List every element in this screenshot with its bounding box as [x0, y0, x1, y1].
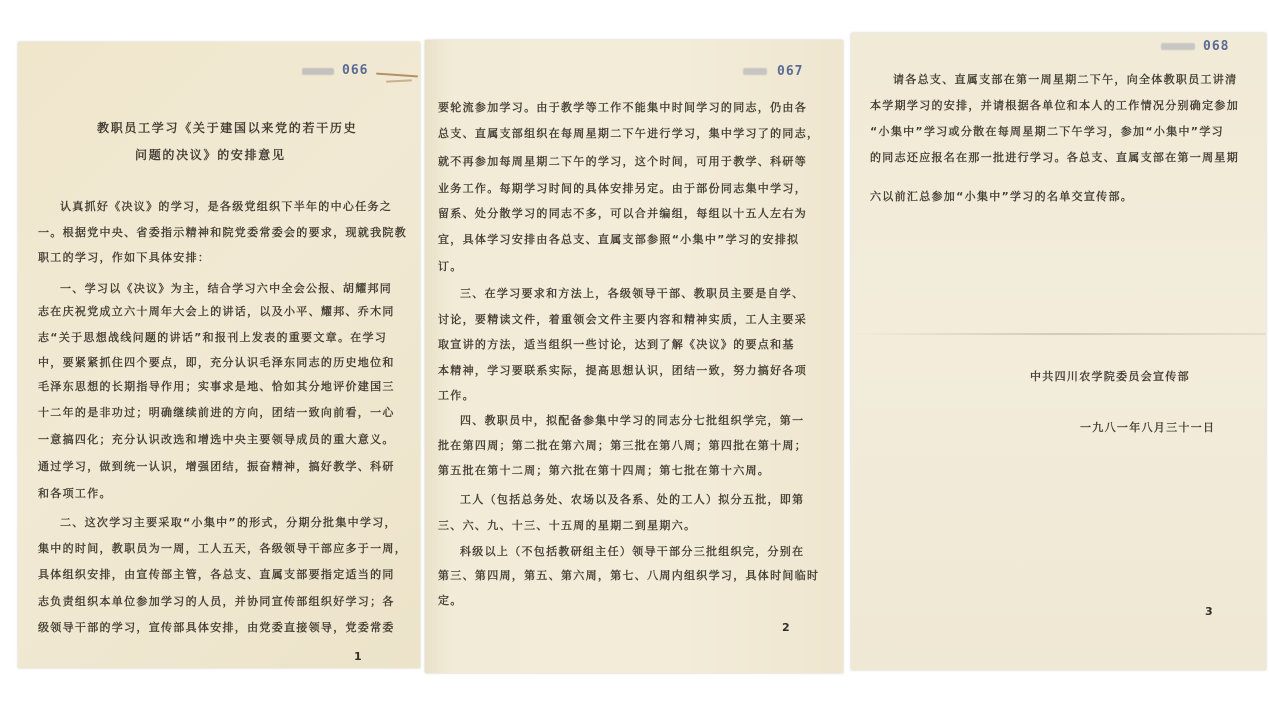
text-line: 通过学习，做到统一认识，增强团结，振奋精神，搞好教学、科研 — [38, 460, 395, 473]
document-title-line: 教职员工学习《关于建国以来党的若干历史 — [97, 121, 358, 135]
text-line: 志在庆祝党成立六十周年大会上的讲话，以及小平、耀邦、乔木同 — [38, 305, 395, 318]
text-line: 三、在学习要求和方法上，各级领导干部、教职员主要是自学、 — [460, 287, 805, 300]
text-line: 讨论，要精读文件，着重领会文件主要内容和精神实质，工人主要采 — [438, 313, 807, 326]
paper-fold-line — [851, 333, 1266, 335]
text-line: 工人（包括总务处、农场以及各系、处的工人）拟分五批，即第 — [460, 493, 805, 506]
pen-mark — [386, 79, 412, 82]
text-line: 留系、处分散学习的同志不多，可以合并编组，每组以十五人左右为 — [438, 207, 807, 220]
text-line: 业务工作。每期学习时间的具体安排另定。由于部份同志集中学习， — [438, 182, 807, 195]
page-number: 1 — [354, 650, 362, 663]
page-number: 3 — [1205, 605, 1213, 618]
text-line: 本精神，学习要联系实际，提高思想认识，团结一致，努力搞好各项 — [438, 364, 807, 377]
document-title-line: 问题的决议》的安排意见 — [135, 148, 286, 162]
text-line: 要轮流参加学习。由于教学等工作不能集中时间学习的同志，仍由各 — [438, 101, 807, 114]
text-line: 毛泽东思想的长期指导作用；实事求是地、恰如其分地评价建国三 — [38, 380, 395, 393]
stamp-faded-prefix — [743, 68, 767, 75]
pen-mark — [376, 73, 418, 78]
text-line: 的同志还应报名在那一批进行学习。各总支、直属支部在第一周星期 — [870, 151, 1239, 164]
text-line: 工作。 — [438, 389, 475, 402]
text-line: 志负责组织本单位参加学习的人员，并协同宣传部组织好学习；各 — [38, 595, 395, 608]
archive-stamp-number: 067 — [777, 64, 804, 79]
text-line: “小集中”学习或分散在每周星期二下午学习，参加“小集中”学习 — [870, 125, 1224, 138]
text-line: 一、学习以《决议》为主，结合学习六中全会公报、胡耀邦同 — [60, 282, 393, 295]
stamp-faded-prefix — [302, 68, 334, 75]
text-line: 取宣讲的方法，适当组织一些讨论，达到了解《决议》的要点和基 — [438, 338, 795, 351]
text-line: 一意搞四化；充分认识改选和增选中央主要领导成员的重大意义。 — [38, 433, 395, 446]
text-line: 认真抓好《决议》的学习，是各级党组织下半年的中心任务之 — [60, 200, 393, 213]
text-line: 总支、直属支部组织在每周星期二下午进行学习，集中学习了的同志， — [438, 127, 820, 140]
text-line: 科级以上（不包括教研组主任）领导干部分三批组织完，分别在 — [460, 545, 805, 558]
document-page-2 — [425, 40, 843, 673]
issue-date: 一九八一年八月三十一日 — [1080, 421, 1216, 434]
text-line: 和各项工作。 — [38, 487, 112, 500]
text-line: 职工的学习，作如下具体安排： — [38, 251, 211, 264]
text-line: 二、这次学习主要采取“小集中”的形式，分期分批集中学习， — [60, 516, 397, 529]
issuing-organization: 中共四川农学院委员会宣传部 — [1030, 370, 1190, 383]
stamp-faded-prefix — [1161, 43, 1195, 50]
archive-stamp-number: 068 — [1203, 39, 1230, 54]
text-line: 六以前汇总参加“小集中”学习的名单交宣传部。 — [870, 190, 1134, 203]
text-line: 级领导干部的学习，宣传部具体安排，由党委直接领导，党委常委 — [38, 621, 395, 634]
text-line: 定。 — [438, 594, 463, 607]
document-page-1 — [18, 42, 420, 668]
text-line: 三、六、九、十三、十五周的星期二到星期六。 — [438, 519, 697, 532]
text-line: 宜，具体学习安排由各总支、直属支部参照“小集中”学习的安排拟 — [438, 233, 800, 246]
document-page-3 — [851, 33, 1266, 670]
text-line: 具体组织安排，由宣传部主管，各总支、直属支部要指定适当的同 — [38, 568, 395, 581]
text-line: 请各总支、直属支部在第一周星期二下午，向全体教职员工讲清 — [893, 73, 1238, 86]
text-line: 第五批在第十二周；第六批在第十四周；第七批在第十六周。 — [438, 464, 771, 477]
text-line: 一。根据党中央、省委指示精神和院党委常委会的要求，现就我院教 — [38, 226, 407, 239]
text-line: 集中的时间，教职员为一周，工人五天，各级领导干部应多于一周， — [38, 542, 407, 555]
text-line: 志“关于思想战线问题的讲话”和报刊上发表的重要文章。在学习 — [38, 331, 388, 344]
text-line: 订。 — [438, 260, 463, 273]
text-line: 本学期学习的安排，并请根据各单位和本人的工作情况分别确定参加 — [870, 99, 1239, 112]
text-line: 四、教职员中，拟配备参集中学习的同志分七批组织学完，第一 — [460, 414, 805, 427]
text-line: 就不再参加每周星期二下午的学习，这个时间，可用于教学、科研等 — [438, 155, 807, 168]
page-number: 2 — [782, 621, 790, 634]
archive-stamp-number: 066 — [342, 63, 369, 78]
text-line: 第三、第四周，第五、第六周，第七、八周内组织学习，具体时间临时 — [438, 569, 820, 582]
text-line: 批在第四周；第二批在第六周；第三批在第八周；第四批在第十周； — [438, 439, 807, 452]
text-line: 十二年的是非功过；明确继续前进的方向，团结一致向前看，一心 — [38, 406, 395, 419]
text-line: 中，要紧紧抓住四个要点，即，充分认识毛泽东同志的历史地位和 — [38, 356, 395, 369]
